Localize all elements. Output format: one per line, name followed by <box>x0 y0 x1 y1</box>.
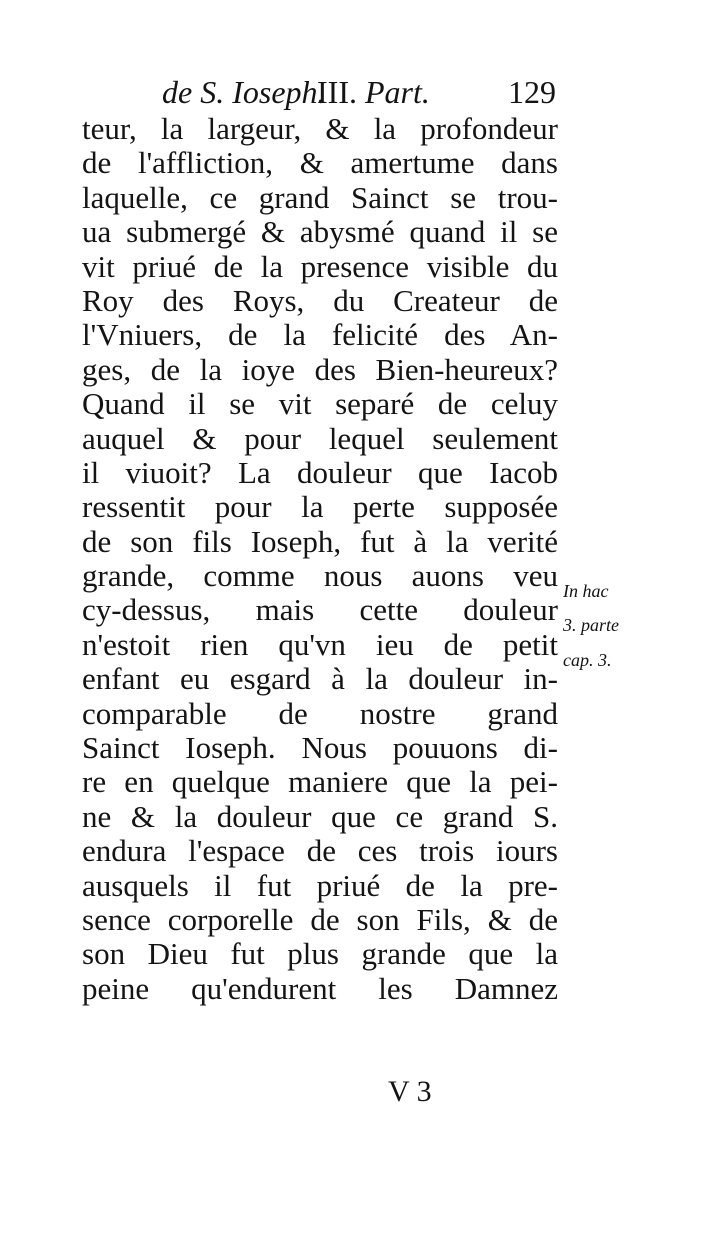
text-line: endura l'espace de ces trois iours <box>82 834 558 869</box>
text-line: enfant eu esgard à la douleur in- <box>82 662 558 697</box>
running-head-part <box>317 70 430 114</box>
text-line: n'estoit rien qu'vn ieu de petit <box>82 627 558 662</box>
text-line: teur, la largeur, & la profondeur <box>82 112 558 146</box>
text-line: peine qu'endurent les Damnez <box>82 971 558 1006</box>
text-line: ressentit pour la perte supposée <box>82 490 558 525</box>
text-line: son Dieu fut plus grande que la <box>82 937 558 972</box>
text-line: re en quelque maniere que la pei- <box>82 765 558 800</box>
text-line: grande, comme nous auons veu <box>82 559 558 594</box>
text-line: ausquels il fut priué de la pre- <box>82 868 558 903</box>
text-line: sence corporelle de son Fils, & de <box>82 902 558 937</box>
marginal-note-line: cap. 3. <box>563 649 612 670</box>
running-head-title: de S. Ioseph. <box>162 74 326 110</box>
text-line: ges, de la ioye des Bien-heureux? <box>82 352 558 387</box>
text-line: Roy des Roys, du Createur de <box>82 283 558 318</box>
text-line: vit priué de la presence visible du <box>82 249 558 284</box>
text-line: laquelle, ce grand Sainct se trou- <box>82 180 558 215</box>
body-text <box>82 112 558 1006</box>
signature-mark: V 3 <box>388 1075 432 1108</box>
marginal-note-line: In hac <box>563 581 609 601</box>
text-line: auquel & pour lequel seulement <box>82 421 558 456</box>
text-line: ua submergé & abysmé quand il se <box>82 215 558 250</box>
text-line: Quand il se vit separé de celuy <box>82 387 558 422</box>
running-head <box>150 70 560 114</box>
text-line: Sainct Ioseph. Nous pouuons di- <box>82 731 558 766</box>
page-number: 129 <box>508 74 556 110</box>
running-head-part-number: III. <box>317 74 357 110</box>
text-line: comparable de nostre grand <box>82 696 558 731</box>
marginal-note-line: 3. parte <box>563 615 619 636</box>
text-line: l'Vniuers, de la felicité des An- <box>82 318 558 353</box>
text-line: de son fils Ioseph, fut à la verité <box>82 524 558 559</box>
text-line: de l'affliction, & amertume dans <box>82 146 558 181</box>
running-head-part-label: Part. <box>364 74 430 110</box>
text-line: cy-dessus, mais cette douleur <box>82 593 558 628</box>
marginal-note <box>563 574 673 677</box>
text-line: ne & la douleur que ce grand S. <box>82 799 558 834</box>
text-line: il viuoit? La douleur que Iacob <box>82 455 558 490</box>
